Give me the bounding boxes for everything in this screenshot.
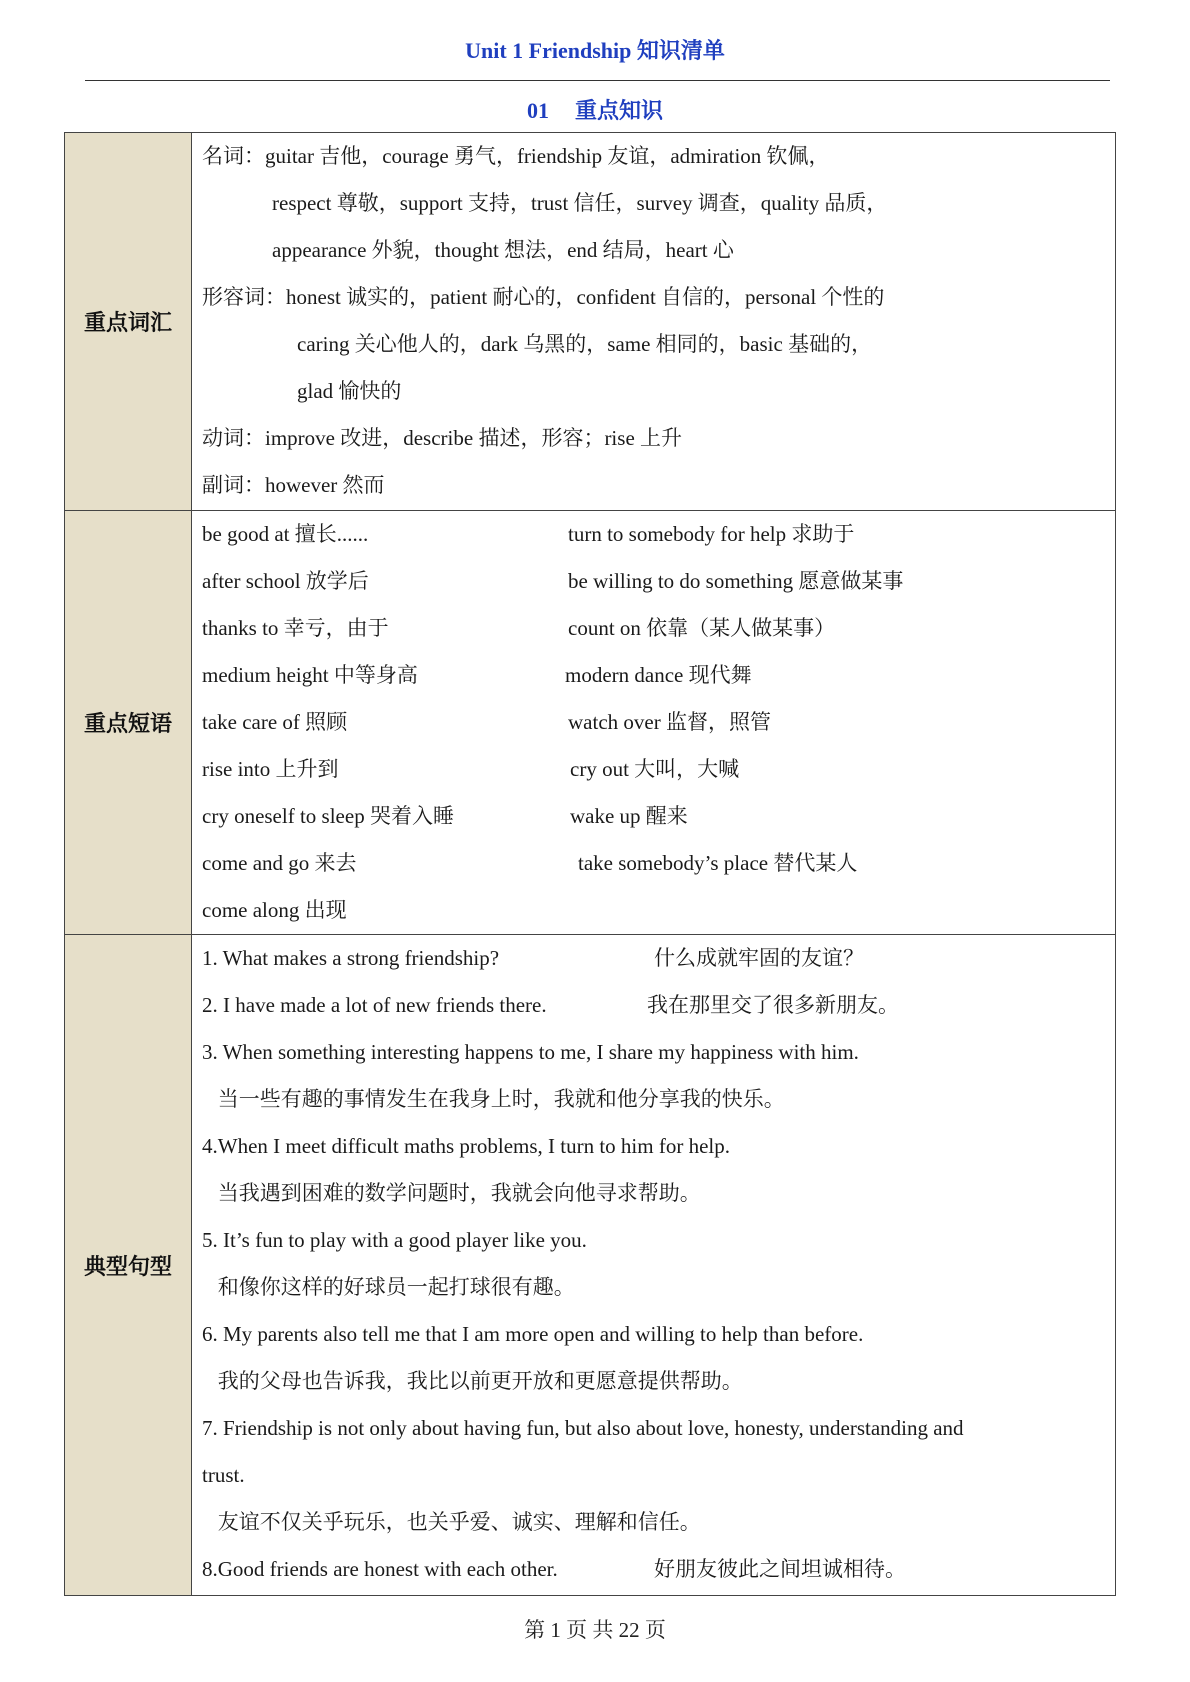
phrase-row <box>202 605 1105 652</box>
phrase-right: be willing to do something 愿意做某事 <box>568 569 904 593</box>
phrase-left: rise into 上升到 <box>202 757 339 781</box>
sentence-line: trust. <box>202 1463 245 1487</box>
sentence-zh: 我在那里交了很多新朋友。 <box>647 993 899 1017</box>
vocab-label: 重点词汇 <box>65 133 192 511</box>
section-number: 01 <box>526 98 549 123</box>
phrases-row <box>65 511 1116 935</box>
sentences-label: 典型句型 <box>65 935 192 1596</box>
phrase-left: take care of 照顾 <box>202 710 348 734</box>
phrases-content <box>192 511 1116 935</box>
sentence-line <box>202 1546 1105 1593</box>
sentence-line: 3. When something interesting happens to me, I share my happiness with him. <box>202 1040 859 1064</box>
sentence-line: 6. My parents also tell me that I am more open and willing to help than before. <box>202 1322 864 1346</box>
sentence-line: 和像你这样的好球员一起打球很有趣。 <box>202 1275 575 1299</box>
sentence-en: 2. I have made a lot of new friends there. <box>202 993 547 1017</box>
phrase-row <box>202 558 1105 605</box>
vocab-line: 副词：however 然而 <box>202 473 385 497</box>
phrase-left: come along 出现 <box>202 898 347 922</box>
phrase-left: cry oneself to sleep 哭着入睡 <box>202 804 454 828</box>
page-number: 第 1 页 共 22 页 <box>524 1618 666 1642</box>
vocab-row <box>65 133 1116 511</box>
phrase-row <box>202 652 1105 699</box>
vocab-content <box>192 133 1116 511</box>
sentence-line: 当一些有趣的事情发生在我身上时，我就和他分享我的快乐。 <box>202 1087 785 1111</box>
phrase-left: thanks to 幸亏，由于 <box>202 616 389 640</box>
vocab-line: 名词：guitar 吉他，courage 勇气，friendship 友谊，admiration 钦佩， <box>202 144 830 168</box>
sentence-line: 7. Friendship is not only about having fun, but also about love, honesty, understanding and <box>202 1416 964 1440</box>
phrases-label: 重点短语 <box>65 511 192 935</box>
sentences-row <box>65 935 1116 1596</box>
vocab-line: glad 愉快的 <box>297 379 402 403</box>
sentence-zh: 好朋友彼此之间坦诚相待。 <box>654 1557 906 1581</box>
section-title: 重点知识 <box>574 98 663 123</box>
phrase-right: modern dance 现代舞 <box>565 663 752 687</box>
phrase-right: turn to somebody for help 求助于 <box>568 522 855 546</box>
sentence-line <box>202 982 1105 1029</box>
knowledge-table <box>64 132 1116 1596</box>
document-title: Unit 1 Friendship 知识清单 <box>465 38 725 63</box>
sentence-en: 1. What makes a strong friendship? <box>202 946 500 970</box>
vocab-line: 动词：improve 改进，describe 描述，形容；rise 上升 <box>202 426 683 450</box>
phrase-row <box>202 840 1105 887</box>
sentence-en: 8.Good friends are honest with each other. <box>202 1557 558 1581</box>
phrase-row <box>202 887 1105 934</box>
phrase-right: watch over 监督，照管 <box>568 710 771 734</box>
phrase-left: be good at 擅长...... <box>202 522 369 546</box>
sentence-line: 当我遇到困难的数学问题时，我就会向他寻求帮助。 <box>202 1181 701 1205</box>
phrase-row <box>202 511 1105 558</box>
sentence-line: 5. It’s fun to play with a good player like you. <box>202 1228 587 1252</box>
phrase-left: medium height 中等身高 <box>202 663 418 687</box>
sentence-line: 友谊不仅关乎玩乐，也关乎爱、诚实、理解和信任。 <box>202 1510 701 1534</box>
sentences-content <box>192 935 1116 1596</box>
phrase-right: wake up 醒来 <box>570 804 688 828</box>
vocab-line: caring 关心他人的，dark 乌黑的，same 相同的，basic 基础的， <box>297 332 873 356</box>
sentence-line: 我的父母也告诉我，我比以前更开放和更愿意提供帮助。 <box>202 1369 743 1393</box>
phrase-row <box>202 746 1105 793</box>
phrase-right: take somebody’s place 替代某人 <box>578 851 858 875</box>
phrase-row <box>202 699 1105 746</box>
phrase-row <box>202 793 1105 840</box>
sentence-line <box>202 935 1105 982</box>
phrase-right: count on 依靠（某人做某事） <box>568 616 836 640</box>
vocab-line: 形容词：honest 诚实的，patient 耐心的，confident 自信的，personal 个性的 <box>202 285 885 309</box>
title-divider <box>85 80 1110 81</box>
sentence-line: 4.When I meet difficult maths problems, I turn to him for help. <box>202 1134 730 1158</box>
phrase-right: cry out 大叫，大喊 <box>570 757 740 781</box>
phrase-left: come and go 来去 <box>202 851 357 875</box>
vocab-line: appearance 外貌，thought 想法，end 结局，heart 心 <box>272 238 734 262</box>
section-heading <box>0 94 1190 125</box>
vocab-line: respect 尊敬，support 支持，trust 信任，survey 调查，quality 品质， <box>272 191 888 215</box>
sentence-zh: 什么成就牢固的友谊？ <box>654 946 864 970</box>
phrase-left: after school 放学后 <box>202 569 369 593</box>
